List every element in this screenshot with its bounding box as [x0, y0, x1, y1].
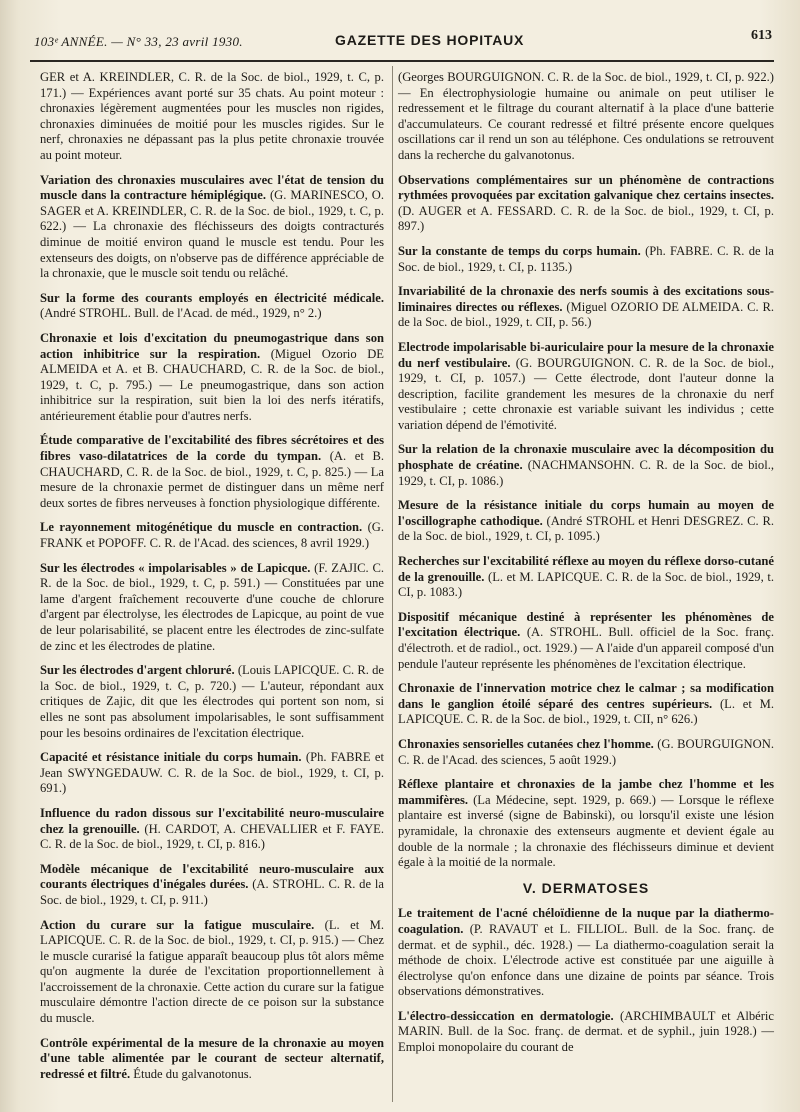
- article-entry: Sur la forme des courants employés en électricité médicale. (André STROHL. Bull. de l'Acad. de méd., 1929, n° 2.): [40, 290, 384, 321]
- article-entry: Dispositif mécanique destiné à représenter les phénomènes de l'excitation électrique. (A. STROHL. Bull. officiel de la Soc. franç. d'électroth. et de radiol., oct. 1929.) — A l'aide d'un appareil composé d'un pendule l'auteur représente les phénomènes de l'excitation électrique.: [398, 609, 775, 671]
- issue-line: 103ᵉ ANNÉE. — N° 33, 23 avril 1930.: [34, 34, 243, 49]
- column-rule: [392, 66, 393, 1102]
- article-entry: GER et A. KREINDLER, C. R. de la Soc. de biol., 1929, t. C, p. 171.) — Expériences avant porté sur 35 chats. Au point moteur : chronaxies légèrement augmentées pour les muscles non rigides, chronaxies diminuées de moitié pour les muscles rigides. Sur le nerf, chronaxies ne dépassant pas la plus petite chronaxie trouvée au point moteur.: [40, 70, 384, 162]
- article-entry: Recherches sur l'excitabilité réflexe au moyen du réflexe dorso-cutané de la grenouille. (L. et M. LAPICQUE. C. R. de la Soc. de biol., 1929, t. CI, p. 1083.): [398, 554, 774, 600]
- article-entry: Action du curare sur la fatigue musculaire. (L. et M. LAPICQUE. C. R. de la Soc. de biol., 1929, t. CI, p. 915.) — Chez le muscle curarisé la fatigue apparaît beaucoup plus tôt alors même qu'on augmente la durée de l'excitation proportionnellement à l'accroissement de la chronaxie. Cette action du curare sur la fatigue musculaire démontre l'action directe de ce poison sur la substance du muscle.: [40, 917, 384, 1026]
- article-entry: Chronaxie de l'innervation motrice chez le calmar ; sa modification dans le ganglion étoilé séparé des centres supérieurs. (L. et M. LAPICQUE. C. R. de la Soc. de biol., 1929, t. CII, n° 626.): [398, 681, 774, 727]
- article-entry: Sur les électrodes « impolarisables » de Lapicque. (F. ZAJIC. C. R. de la Soc. de biol., 1929, t. C, p. 591.) — Constituées par une lame d'argent fraîchement recouverte d'une couche de chlorure d'argent par électrolyse, les électrodes de Lapicque, au point de vue de leur polarisabilité, se placent entre les électrodes de zinc-sulfate de zinc et les électrodes de platine.: [40, 560, 384, 653]
- article-entry: L'électro-dessiccation en dermatologie. (ARCHIMBAULT et Albéric MARIN. Bull. de la Soc. franç. de dermat. et de syphil., juin 1928.) — Emploi monopolaire du courant de: [398, 1008, 775, 1055]
- article-entry: Réflexe plantaire et chronaxies de la jambe chez l'homme et les mammifères. (La Médecine, sept. 1929, p. 669.) — Lorsque le réflexe plantaire est inversé (signe de Babinski), ou lorsqu'il existe une lésion pyramidale, la chronaxie des extenseurs augmente et devient égale au double de la normale ; la chronaxie des fléchisseurs diminue et devient égale à la moitié de la normale.: [398, 777, 774, 870]
- page-header: [30, 20, 774, 62]
- article-entry: Electrode impolarisable bi-auriculaire pour la mesure de la chronaxie du nerf vestibulaire. (G. BOURGUIGNON. C. R. de la Soc. de biol., 1929, t. CI, p. 1057.) — Cette électrode, dont l'auteur donne la description, facilite grandement les mesures de la chronaxie du nerf vestibulaire ; cette chronaxie est variable suivant les individus ; cette variation dépend de l'émotivité.: [398, 339, 774, 432]
- article-entry: Chronaxie et lois d'excitation du pneumogastrique dans son action inhibitrice sur la respiration. (Miguel Ozorio DE ALMEIDA et A. et B. CHAUCHARD, C. R. de la Soc. de biol., 1929, t. C, p. 795.) — Le pneumogastrique, dans son action inhibitrice sur la respiration, suit bien la loi des nerfs itératifs, antérieurement établie pour d'autres nerfs.: [40, 330, 384, 423]
- article-entry: Mesure de la résistance initiale du corps humain au moyen de l'oscillographe cathodique. (André STROHL et Henri DESGREZ. C. R. de la Soc. de biol., 1929, t. CI, p. 1095.): [398, 498, 775, 544]
- section-heading: V. DERMATOSES: [522, 879, 650, 896]
- article-entry: Capacité et résistance initiale du corps humain. (Ph. FABRE et Jean SWYNGEDAUW. C. R. de la Soc. de biol., 1929, t. CI, p. 691.): [40, 750, 385, 796]
- article-entry: Sur la constante de temps du corps humain. (Ph. FABRE. C. R. de la Soc. de biol., 1929, t. CI, p. 1135.): [398, 243, 774, 274]
- article-entry: Variation des chronaxies musculaires avec l'état de tension du muscle dans la contracture hémiplégique. (G. MARINESCO, O. SAGER et A. KREINDLER, C. R. de la Soc. de biol., 1929, t. C, p. 622.) — La chronaxie des fléchisseurs des doigts contracturés diminue de moitié environ quand le muscle est tendu. Pour les extenseurs des doigts, on n'observe pas de différence appréciable de la chronaxie, que le muscle soit tendu ou relâché.: [40, 172, 384, 281]
- article-entry: Modèle mécanique de l'excitabilité neuro-musculaire aux courants électriques d'inégales durées. (A. STROHL. C. R. de la Soc. de biol., 1929, t. CI, p. 911.): [40, 861, 384, 907]
- article-entry: Sur la relation de la chronaxie musculaire avec la décomposition du phosphate de créatine. (NACHMANSOHN. C. R. de la Soc. de biol., 1929, t. CI, p. 1086.): [398, 442, 774, 488]
- left-column: [40, 70, 384, 1091]
- article-entry: Chronaxies sensorielles cutanées chez l'homme. (G. BOURGUIGNON. C. R. de l'Acad. des sciences, 5 août 1929.): [398, 736, 774, 767]
- article-entry: Le rayonnement mitogénétique du muscle en contraction. (G. FRANK et POPOFF. C. R. de l'Acad. des sciences, 8 avril 1929.): [40, 520, 384, 551]
- article-entry: Contrôle expérimental de la mesure de la chronaxie au moyen d'une table alimentée par le courant de secteur alternatif, redressé et filtré. Étude du galvanotonus.: [40, 1035, 384, 1081]
- article-entry: Étude comparative de l'excitabilité des fibres sécrétoires et des fibres vaso-dilatatrices de la corde du tympan. (A. et B. CHAUCHARD, C. R. de la Soc. de biol., 1929, t. C, p. 825.) — La mesure de la chronaxie permet de distinguer dans un même nerf deux sortes de fibres nerveuses à fonction physiologique différente.: [40, 433, 384, 510]
- article-entry: Influence du radon dissous sur l'excitabilité neuro-musculaire chez la grenouille. (H. CARDOT, A. CHEVALLIER et F. FAYE. C. R. de la Soc. de biol., 1929, t. CI, p. 816.): [40, 805, 385, 852]
- article-entry: Invariabilité de la chronaxie des nerfs soumis à des excitations sous-liminaires directes ou réflexes. (Miguel OZORIO DE ALMEIDA. C. R. de la Soc. de biol., 1929, t. CII, p. 56.): [398, 284, 774, 330]
- page-number: 613: [751, 28, 772, 43]
- journal-title: GAZETTE DES HOPITAUX: [335, 32, 525, 48]
- article-entry: Sur les électrodes d'argent chloruré. (Louis LAPICQUE. C. R. de la Soc. de biol., 1929, t. C, p. 720.) — L'auteur, répondant aux critiques de Zajic, dit que les électrodes qui portent son nom, si elles ne sont pas absolument impolarisables, le sont suffisamment pour les besoins ordinaires de l'excitation électrique.: [40, 663, 385, 740]
- article-entry: Observations complémentaires sur un phénomène de contractions rythmées provoquées par excitation galvanique chez certains insectes. (D. AUGER et A. FESSARD. C. R. de la Soc. de biol., 1929, t. CI, p. 897.): [398, 172, 774, 234]
- article-entry: (Georges BOURGUIGNON. C. R. de la Soc. de biol., 1929, t. CI, p. 922.) — En électrophysiologie humaine ou animale on peut utiliser le redressement et le filtrage du courant alternatif à la place d'une batterie d'accumulateurs. Ce courant redressé et filtré présente encore quelques oscillations car il rend un son au téléphone. Ces ondulations se retrouvent dans la recherche du galvanotonus.: [398, 70, 774, 162]
- right-column: [398, 70, 774, 1065]
- article-entry: Le traitement de l'acné chéloïdienne de la nuque par la diathermo-coagulation. (P. RAVAUT et L. FILLIOL. Bull. de la Soc. franç. de dermat. et de syphil., déc. 1928.) — La diathermo-coagulation serait la méthode de choix. L'électrode active est constituée par une aiguille à électrolyse qu'on enfonce dans une dizaine de points par séance. Trois observations démonstratives.: [398, 906, 774, 999]
